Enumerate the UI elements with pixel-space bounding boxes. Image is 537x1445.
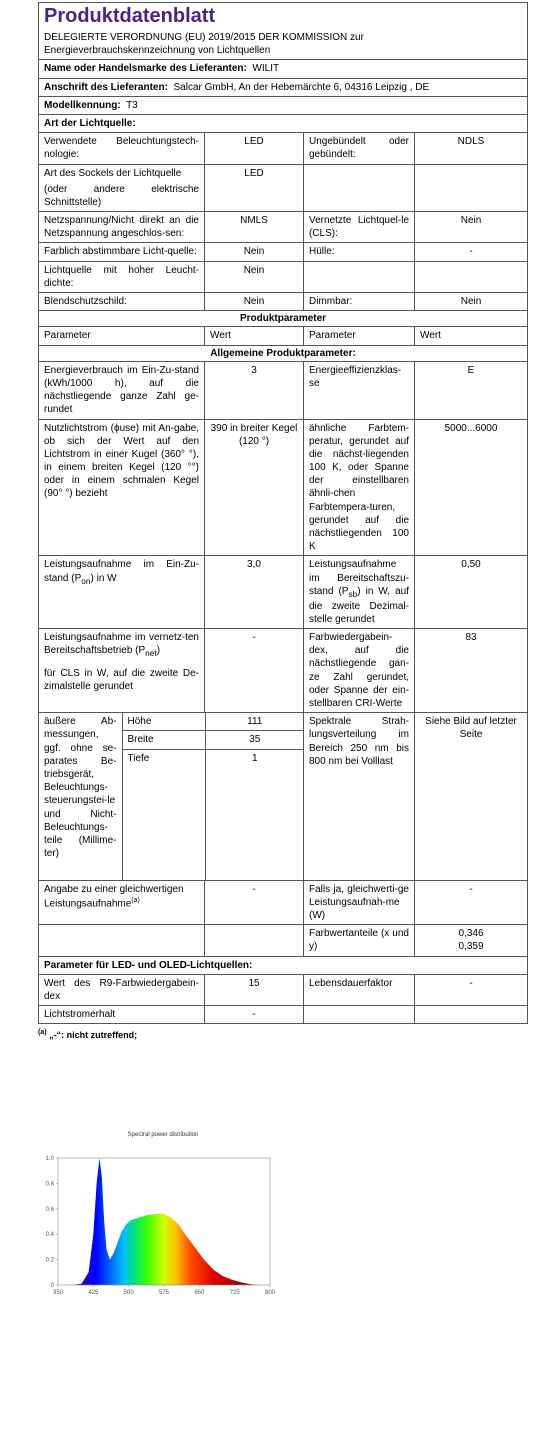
chroma-x: 0,346 xyxy=(458,928,484,940)
life-value: - xyxy=(415,974,528,1005)
cct-value: 5000...6000 xyxy=(415,419,528,556)
col-header-param: Parameter xyxy=(39,327,205,345)
model-value: T3 xyxy=(126,99,138,111)
cri-label: Farbwiedergabein-dex, auf die nächstliegende gan-ze Zahl gerundet, oder Spanne der ein-stellbaren CRI-Werte xyxy=(304,629,415,713)
energy-value: 3 xyxy=(205,361,304,419)
supplier-address-row xyxy=(39,78,528,96)
maint-label: Lichtstromerhalt xyxy=(39,1006,205,1024)
dimension-value: 111 xyxy=(205,713,304,731)
dimensions-label: äußere Ab-messungen, ggf. ohne se-parates Be-triebsgerät, Beleuchtungs-steuerungstei-le und Nicht-Beleuchtungs-teile (Millime-ter) xyxy=(39,713,122,879)
type-value: Nein xyxy=(415,212,528,243)
supplier-address: Salcar GmbH, An der Hebemärchte 6, 04316 Leipzig , DE xyxy=(173,81,430,93)
type-row-luminance xyxy=(39,261,528,292)
type-label: Farblich abstimmbare Licht-quelle: xyxy=(39,243,205,261)
type-row-socket xyxy=(39,164,528,212)
footnote: $^{(a)}$ „-“: nicht zutreffend; xyxy=(38,1029,138,1041)
r9-label: Wert des R9-Farbwiedergabein-dex xyxy=(39,974,205,1005)
led-heading-row xyxy=(39,956,528,974)
type-row-antiglare xyxy=(39,293,528,311)
type-value: NDLS xyxy=(415,133,528,164)
dimension-name: Tiefe xyxy=(122,749,205,880)
psb-value: 0,50 xyxy=(415,556,528,629)
product-params-heading-row xyxy=(39,311,528,327)
type-label: Netzspannung/Nicht direkt an die Netzspannung angeschlos-sen: xyxy=(39,212,205,243)
y-tick-label: 1.0 xyxy=(45,1156,54,1162)
dimensions-row xyxy=(39,713,528,880)
supplier-name: WILIT xyxy=(252,63,280,75)
x-tick-label: 800 xyxy=(264,1290,276,1296)
type-label: Ungebündelt oder gebündelt: xyxy=(304,133,415,164)
chart-plot-area xyxy=(72,1158,260,1285)
col-header-param: Parameter xyxy=(304,327,415,345)
general-heading: Allgemeine Produktparameter: xyxy=(39,345,528,361)
cct-label: ähnliche Farbtem-peratur, gerundet auf die nächst-liegenden 100 K, oder Spanne der einstellbaren ähnli-chen Farbtempera-turen, gerundet auf die nächstliegenden 100 K xyxy=(304,419,415,556)
pon-label: Leistungsaufnahme im Ein-Zu-stand $(P_{on})$ in W xyxy=(39,556,205,629)
model-label: Modellkennung: xyxy=(44,99,121,111)
type-heading: Art der Lichtquelle: xyxy=(39,114,528,132)
type-value: Nein xyxy=(205,243,304,261)
type-label: Dimmbar: xyxy=(304,293,415,311)
general-heading-row xyxy=(39,345,528,361)
efficiency-label: Energieeffizienzklas-se xyxy=(304,361,415,419)
dimension-name: Breite xyxy=(122,731,205,749)
equiv-label: Angabe zu einer gleichwertigen Leistungsaufnahme$^{(a)}$ xyxy=(39,880,205,925)
equivalent-power-row xyxy=(39,880,528,925)
led-heading: Parameter für LED- und OLED-Lichtquellen: xyxy=(39,956,528,974)
chromaticity-row xyxy=(39,925,528,956)
type-label: Lichtquelle mit hoher Leucht-dichte: xyxy=(39,261,205,292)
flux-value: 390 in breiter Kegel (120 °) xyxy=(205,419,304,556)
data-sheet-table xyxy=(38,2,528,1024)
x-tick-label: 500 xyxy=(123,1290,134,1296)
supplier-address-label: Anschrift des Lieferanten: xyxy=(44,81,168,93)
dimensions-table xyxy=(39,713,304,879)
y-tick-label: 0.2 xyxy=(45,1257,54,1264)
cri-value: 83 xyxy=(415,629,528,713)
equiv-if-label: Falls ja, gleichwerti-ge Leistungsaufnah-me (W) xyxy=(304,880,415,925)
regulation-line-2: Energieverbrauchskennzeichnung von Lichtquellen xyxy=(44,45,271,57)
spectral-chart xyxy=(38,1128,288,1308)
type-label: Vernetzte Lichtquel-le (CLS): xyxy=(304,212,415,243)
x-tick-label: 425 xyxy=(88,1290,99,1296)
col-header-value: Wert xyxy=(415,327,528,345)
y-tick-label: 0 xyxy=(50,1283,54,1289)
x-tick-label: 575 xyxy=(158,1290,170,1296)
x-tick-label: 650 xyxy=(194,1290,205,1296)
equiv-value: - xyxy=(205,880,304,925)
equiv-if-value: - xyxy=(415,880,528,925)
chroma-label: Farbwertanteile (x und y) xyxy=(304,925,415,956)
product-params-heading: Produktparameter xyxy=(39,311,528,327)
type-row-technology xyxy=(39,133,528,164)
spd-value: Siehe Bild auf letzter Seite xyxy=(415,713,528,880)
energy-row xyxy=(39,361,528,419)
type-value: LED xyxy=(205,133,304,164)
y-tick-label: 0.6 xyxy=(45,1206,54,1213)
regulation-line-1: DELEGIERTE VERORDNUNG (EU) 2019/2015 DER KOMMISSION zur xyxy=(44,32,364,43)
type-value: LED xyxy=(205,164,304,212)
type-value xyxy=(415,261,528,292)
type-label xyxy=(304,261,415,292)
psb-label: Leistungsaufnahme im Bereitschaftszu-stand $(P_{sb})$ in W, auf die zweite Dezimal-stelle gerundet xyxy=(304,556,415,629)
spectrum-area xyxy=(72,1158,260,1285)
chroma-y: 0,359 xyxy=(458,941,484,953)
r9-row xyxy=(39,974,528,1005)
type-label: Verwendete Beleuchtungstech-nologie: xyxy=(39,133,205,164)
maintenance-row xyxy=(39,1006,528,1024)
pon-value: 3,0 xyxy=(205,556,304,629)
type-value: Nein xyxy=(205,293,304,311)
efficiency-value: E xyxy=(415,361,528,419)
type-heading-row xyxy=(39,114,528,132)
y-tick-label: 0.4 xyxy=(45,1232,54,1239)
product-data-sheet xyxy=(38,2,527,1042)
spectral-chart-svg xyxy=(38,1128,288,1308)
type-row-tunable xyxy=(39,243,528,261)
page-title: Produktdatenblatt xyxy=(44,5,216,27)
supplier-name-row xyxy=(39,60,528,78)
dimension-name: Höhe xyxy=(122,713,205,731)
column-header-row xyxy=(39,327,528,345)
type-label: Art des Sockels der Lichtquelle xyxy=(44,167,182,179)
power-on-row xyxy=(39,556,528,629)
life-label: Lebensdauerfaktor xyxy=(304,974,415,1005)
pnet-value: - xyxy=(205,629,304,713)
type-value: Nein xyxy=(415,293,528,311)
x-tick-label: 725 xyxy=(229,1290,240,1296)
energy-label: Energieverbrauch im Ein-Zu-stand (kWh/1000 h), auf die nächstliegende ganze Zahl ge-rundet xyxy=(39,361,205,419)
spd-label: Spektrale Strah-lungsverteilung im Bereich 250 nm bis 800 nm bei Volllast xyxy=(304,713,415,880)
type-value: - xyxy=(415,243,528,261)
dimension-value: 35 xyxy=(205,731,304,749)
pnet-label-continuation: für CLS in W, auf die zweite De-zimalstelle gerundet xyxy=(44,668,199,693)
model-row xyxy=(39,96,528,114)
type-value: Nein xyxy=(205,261,304,292)
x-tick-label: 350 xyxy=(52,1290,64,1296)
header-row xyxy=(39,3,528,60)
y-tick-label: 0.8 xyxy=(45,1181,54,1188)
pnet-label: Leistungsaufnahme im vernetz-ten Bereitschaftsbetrieb $(P_{net})$ für CLS in W, auf die zweite De-zimalstelle gerundet xyxy=(39,629,205,713)
type-label: Blendschutzschild: xyxy=(39,293,205,311)
flux-label: Nutzlichtstrom (ϕuse) mit An-gabe, ob sich der Wert auf den Lichtstrom in einer Kugel (360° °), in einem breiten Kegel (120 °°) oder in einem schmalen Kegel (90° °) bezieht xyxy=(39,419,205,556)
r9-value: 15 xyxy=(205,974,304,1005)
type-row-mains xyxy=(39,212,528,243)
chart-title: Spectral power distribution xyxy=(127,1132,199,1138)
type-label xyxy=(304,164,415,212)
type-label-continuation: (oder andere elektrische Schnittstelle) xyxy=(44,183,199,208)
dimension-value: 1 xyxy=(251,752,258,764)
supplier-name-label: Name oder Handelsmarke des Lieferanten: xyxy=(44,63,247,75)
type-value xyxy=(415,164,528,212)
maint-value: - xyxy=(205,1006,304,1024)
power-net-row xyxy=(39,629,528,713)
flux-row xyxy=(39,419,528,556)
type-label: Hülle: xyxy=(304,243,415,261)
col-header-value: Wert xyxy=(205,327,304,345)
type-value: NMLS xyxy=(205,212,304,243)
